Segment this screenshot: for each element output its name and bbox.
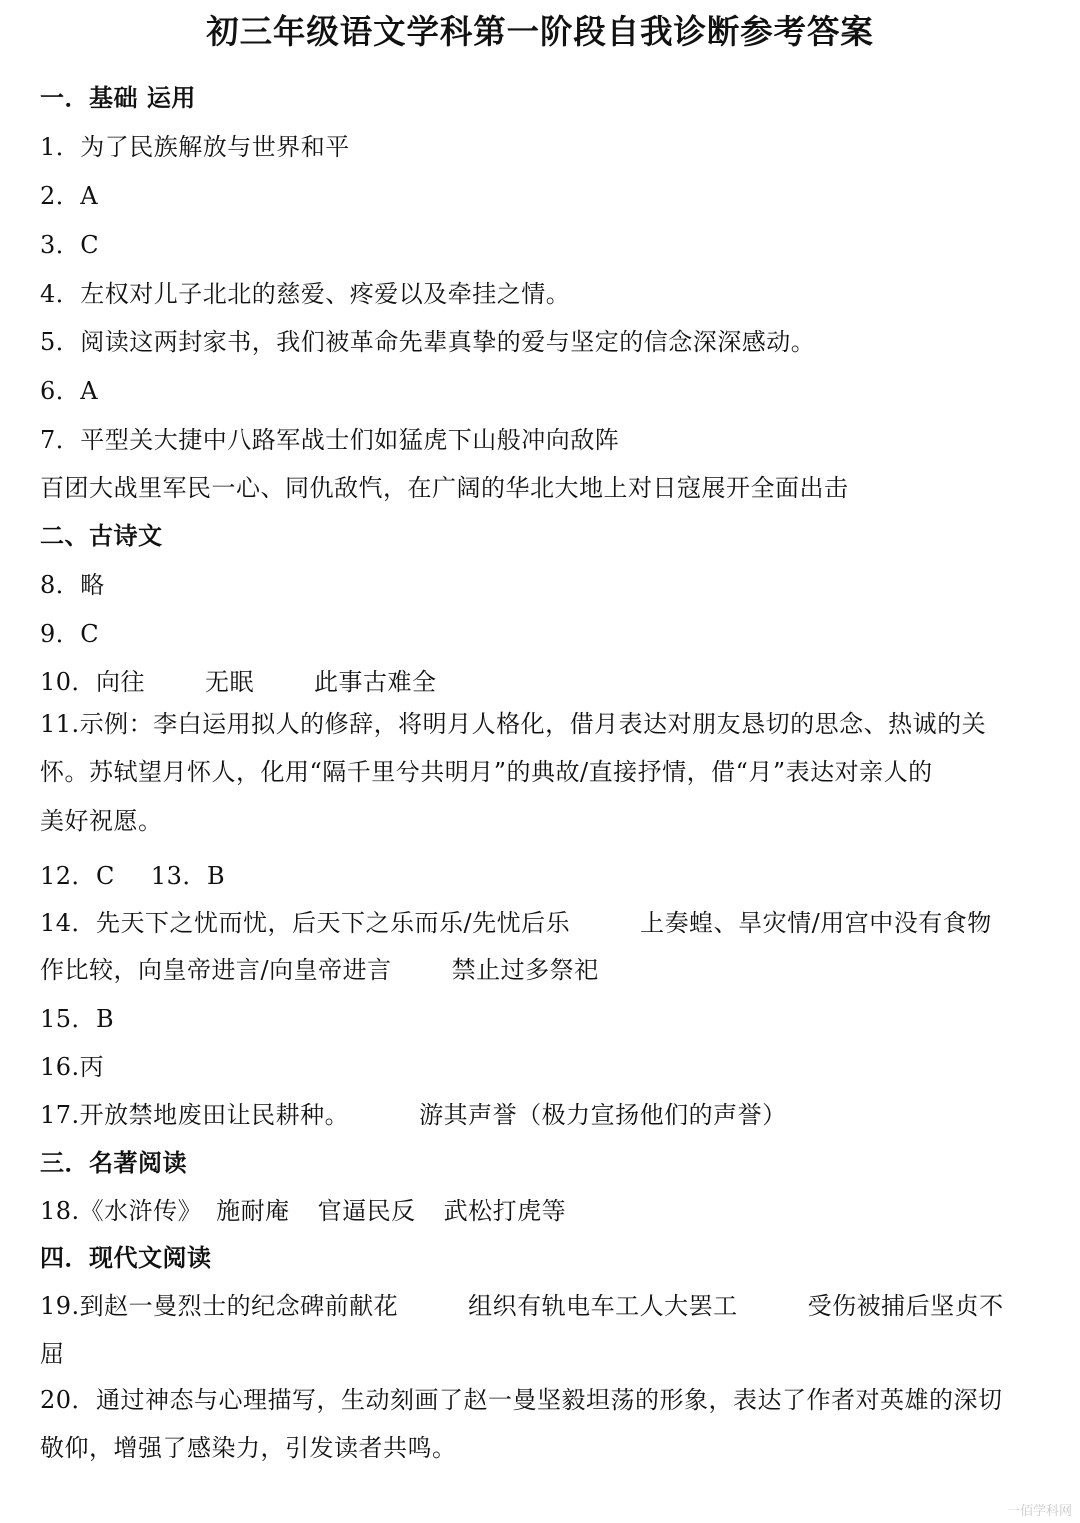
answer-10-part-1: 向往: [96, 668, 146, 696]
answer-14-part-4: 禁止过多祭祀: [451, 956, 599, 984]
answer-20-line-1: 20．通过神态与心理描写，生动刻画了赵一曼坚毅坦荡的形象，表达了作者对英雄的深切: [40, 1386, 1003, 1414]
section-heading-modern-reading: 四．现代文阅读: [40, 1243, 212, 1272]
answer-7-line-2: 百团大战里军民一心、同仇敌忾，在广阔的华北大地上对日寇展开全面出击: [40, 474, 849, 502]
section-heading-classical-poetry: 二、古诗文: [40, 521, 163, 550]
answer-18: [40, 1193, 566, 1229]
answer-19-part-2: 组织有轨电车工人大罢工: [468, 1292, 738, 1320]
answer-19-line-2: 屈: [40, 1340, 65, 1368]
answer-14-line-1: [40, 905, 992, 941]
answer-17-part-2: 游其声誉（极力宣扬他们的声誉）: [419, 1101, 787, 1129]
answer-14-part-3: 作比较，向皇帝进言/向皇帝进言: [40, 956, 392, 984]
answer-17-part-1: 17.开放禁地废田让民耕种。: [40, 1101, 350, 1129]
answer-3: 3．C: [40, 231, 100, 259]
section-heading-basics: 一．基础 运用: [40, 83, 196, 112]
answer-19-line-1: [40, 1288, 1004, 1324]
answer-18-part-3: 官逼民反: [317, 1197, 416, 1225]
answer-19-part-3: 受伤被捕后坚贞不: [807, 1292, 1004, 1320]
answer-10-number: 10．: [40, 668, 97, 696]
answer-12: 12．C: [40, 862, 115, 890]
answer-17: [40, 1097, 787, 1133]
answer-18-part-4: 武松打虎等: [443, 1197, 567, 1225]
answer-7-line-1: 7．平型关大捷中八路军战士们如猛虎下山般冲向敌阵: [40, 426, 620, 454]
answer-11-line-2: 怀。苏轼望月怀人，化用“隔千里兮共明月”的典故/直接抒情，借“月”表达对亲人的: [40, 758, 933, 786]
answer-10-part-3: 此事古难全: [314, 668, 437, 696]
answers-12-13: [40, 858, 225, 894]
answer-10-part-2: 无眠: [205, 668, 255, 696]
answer-14-part-1: 14．先天下之忧而忧，后天下之乐而乐/先忧后乐: [40, 909, 571, 937]
answer-4: 4．左权对儿子北北的慈爱、疼爱以及牵挂之情。: [40, 280, 571, 308]
answer-5: 5．阅读这两封家书，我们被革命先辈真挚的爱与坚定的信念深深感动。: [40, 328, 816, 356]
answer-18-part-1: 18.《水浒传》: [40, 1197, 203, 1225]
answer-10: [40, 664, 437, 700]
page-title: 初三年级语文学科第一阶段自我诊断参考答案: [206, 12, 874, 51]
answer-11-line-1: 11.示例：李白运用拟人的修辞，将明月人格化，借月表达对朋友恳切的思念、热诚的关: [40, 710, 987, 738]
answer-19-part-1: 19.到赵一曼烈士的纪念碑前献花: [40, 1292, 399, 1320]
answer-14-line-2: [40, 952, 599, 988]
answer-9: 9．C: [40, 620, 100, 648]
answer-2: 2．A: [40, 182, 99, 210]
answer-11-line-3: 美好祝愿。: [40, 807, 163, 835]
answer-1: 1．为了民族解放与世界和平: [40, 133, 350, 161]
answer-13: 13．B: [150, 862, 226, 890]
answer-20-line-2: 敬仰，增强了感染力，引发读者共鸣。: [40, 1434, 457, 1462]
answer-6: 6．A: [40, 377, 99, 405]
answer-8: 8．略: [40, 571, 105, 599]
site-watermark: 一佰学科网: [1006, 1504, 1072, 1519]
answer-18-part-2: 施耐庵: [216, 1197, 290, 1225]
answer-16: 16.丙: [40, 1053, 105, 1081]
answer-14-part-2: 上奏蝗、旱灾情/用宫中没有食物: [640, 909, 992, 937]
answer-15: 15．B: [40, 1005, 115, 1033]
section-heading-classics-reading: 三．名著阅读: [40, 1148, 187, 1177]
